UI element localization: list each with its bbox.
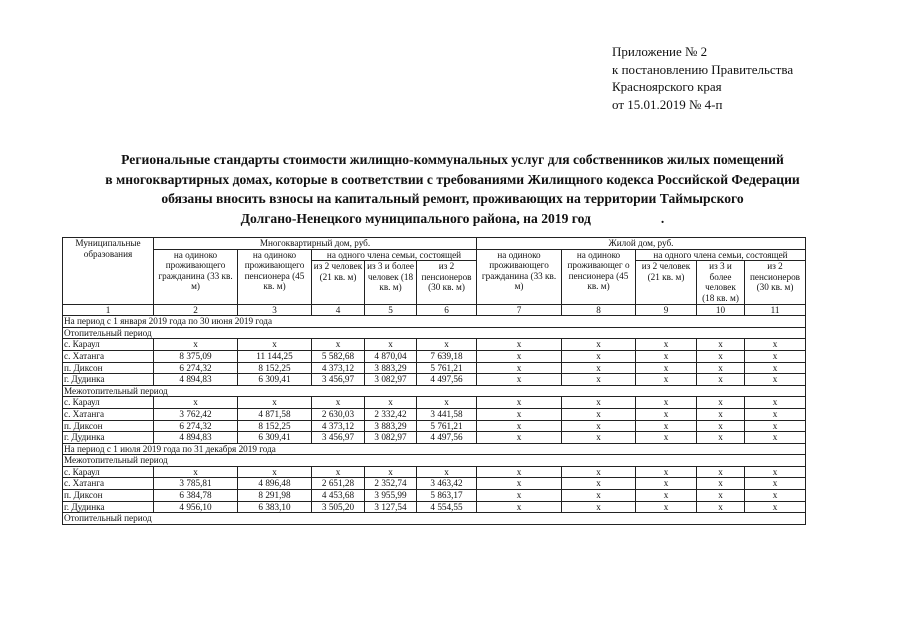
header-single-citizen: на одиноко проживающего гражданина (33 кв. м) [154,249,238,304]
table-cell: х [745,490,806,502]
table-cell: х [238,397,312,409]
row-name: с. Хатанга [63,408,154,420]
table-cell: х [477,432,562,444]
table-cell: 4 554,55 [417,501,477,513]
table-cell: х [636,432,697,444]
table-cell: х [477,490,562,502]
row-name: с. Хатанга [63,350,154,362]
section-row [63,327,806,339]
table-row [63,420,806,432]
column-number-row [63,304,806,316]
column-number: 2 [154,304,238,316]
table-cell: 4 453,68 [312,490,365,502]
header-family-group: на одного члена семьи, состоящей [312,249,477,261]
document-title [40,150,865,228]
table-cell: 3 127,54 [365,501,417,513]
header-of-3-more-house: из 3 и более человек (18 кв. м) [697,261,745,304]
table-cell: 6 274,32 [154,362,238,374]
row-name: п. Диксон [63,420,154,432]
table-row [63,408,806,420]
column-number: 6 [417,304,477,316]
column-number: 5 [365,304,417,316]
header-single-pensioner-house: на одиноко проживающег о пенсионера (45 кв. м) [562,249,636,304]
table-cell: 8 291,98 [238,490,312,502]
table-cell: х [697,408,745,420]
table-row [63,374,806,386]
period-row [63,443,806,455]
table-cell: х [562,374,636,386]
title-line: в многоквартирных домах, которые в соответствии с требованиями Жилищного кодекса Российской Федерации [105,171,800,187]
table-cell: х [562,432,636,444]
table-cell: х [477,408,562,420]
table-cell: 7 639,18 [417,350,477,362]
table-row [63,490,806,502]
title-line-text: Долгано-Ненецкого муниципального района, на 2019 год [240,210,591,226]
table-row [63,350,806,362]
appendix-block [612,43,793,113]
column-number: 10 [697,304,745,316]
header-single-pensioner: на одиноко проживающего пенсионера (45 кв. м) [238,249,312,304]
table-cell: 3 082,97 [365,374,417,386]
table-cell: 3 456,97 [312,374,365,386]
table-cell: 8 152,25 [238,362,312,374]
table-cell: х [745,339,806,351]
period-label: На период с 1 июля 2019 года по 31 декабря 2019 года [63,443,806,455]
table-cell: х [745,397,806,409]
table-cell: 5 761,21 [417,362,477,374]
table-row [63,501,806,513]
table-cell: х [477,397,562,409]
table-cell: 5 761,21 [417,420,477,432]
title-trailing-dot: . [660,210,665,226]
column-number: 4 [312,304,365,316]
table-cell: 3 456,97 [312,432,365,444]
table-cell: х [154,397,238,409]
appendix-line: к постановлению Правительства [612,61,794,77]
table-cell: 6 384,78 [154,490,238,502]
header-apartment-group: Многоквартирный дом, руб. [154,238,477,250]
row-name: с. Хатанга [63,478,154,490]
section-row [63,385,806,397]
table-cell: х [312,466,365,478]
column-number: 8 [562,304,636,316]
table-cell: х [477,466,562,478]
row-name: с. Караул [63,339,154,351]
table-cell: 3 082,97 [365,432,417,444]
section-label: Отопительный период [63,513,806,525]
table-cell: 4 497,56 [417,374,477,386]
table-cell: х [636,397,697,409]
table-cell: х [562,501,636,513]
table-cell: х [477,339,562,351]
table-cell: х [697,397,745,409]
table-cell: х [697,432,745,444]
column-number: 7 [477,304,562,316]
table-cell: х [562,490,636,502]
section-label: Межотопительный период [63,455,806,467]
table-cell: 6 309,41 [238,432,312,444]
section-row [63,513,806,525]
table-cell: х [477,420,562,432]
period-row [63,316,806,328]
appendix-line: от 15.01.2019 № 4-п [612,96,723,112]
title-line: обязаны вносить взносы на капитальный ремонт, проживающих на территории Таймырского [161,191,744,206]
table-cell: 2 651,28 [312,478,365,490]
table-cell: 3 762,42 [154,408,238,420]
table-cell: х [636,501,697,513]
period-label: На период с 1 января 2019 года по 30 июня 2019 года [63,316,806,328]
table-cell: 3 505,20 [312,501,365,513]
table-cell: х [636,374,697,386]
column-number: 11 [745,304,806,316]
table-cell: х [745,466,806,478]
table-cell: 4 894,83 [154,374,238,386]
table-cell: х [562,466,636,478]
header-of-2-pensioners: из 2 пенсионеров (30 кв. м) [417,261,477,304]
row-name: п. Диксон [63,490,154,502]
table-cell: 4 871,58 [238,408,312,420]
table-cell: х [477,478,562,490]
section-label: Межотопительный период [63,385,806,397]
table-cell: х [745,478,806,490]
appendix-line: Приложение № 2 [612,44,708,59]
table-cell: х [562,478,636,490]
table-cell: 3 955,99 [365,490,417,502]
table-cell: х [697,501,745,513]
row-name: с. Караул [63,466,154,478]
table-cell: 4 497,56 [417,432,477,444]
header-house-group: Жилой дом, руб. [477,238,806,250]
table-cell: х [745,362,806,374]
table-cell: х [477,350,562,362]
table-cell: 3 883,29 [365,420,417,432]
column-number: 1 [63,304,154,316]
table-cell: х [562,397,636,409]
table-cell: 11 144,25 [238,350,312,362]
table-cell: 3 785,81 [154,478,238,490]
table-cell: х [745,420,806,432]
header-family-group-house: на одного члена семьи, состоящей [636,249,806,261]
table-cell: х [477,374,562,386]
table-cell: 5 582,68 [312,350,365,362]
table-cell: х [745,408,806,420]
table-cell: 6 383,10 [238,501,312,513]
table-cell: х [562,339,636,351]
table-cell: х [697,362,745,374]
table-cell: 3 883,29 [365,362,417,374]
title-line [40,209,865,229]
table-cell: 6 274,32 [154,420,238,432]
table-cell: х [697,374,745,386]
table-cell: 4 894,83 [154,432,238,444]
table-cell: х [697,350,745,362]
table-cell: х [154,339,238,351]
row-name: г. Дудинка [63,432,154,444]
standards-table [62,237,806,525]
section-label: Отопительный период [63,327,806,339]
table-cell: х [745,501,806,513]
table-cell: х [745,374,806,386]
table-cell: 8 375,09 [154,350,238,362]
row-name: п. Диксон [63,362,154,374]
table-cell: 8 152,25 [238,420,312,432]
header-of-3-more: из 3 и более человек (18 кв. м) [365,261,417,304]
table-cell: 4 373,12 [312,420,365,432]
table-cell: х [312,397,365,409]
table-cell: х [365,466,417,478]
section-row [63,455,806,467]
table-cell: х [745,432,806,444]
table-cell: 2 352,74 [365,478,417,490]
table-cell: х [697,478,745,490]
table-cell: х [562,362,636,374]
table-cell: х [636,490,697,502]
table-cell: х [417,466,477,478]
column-number: 9 [636,304,697,316]
table-cell: х [697,490,745,502]
table-cell: х [312,339,365,351]
table-cell: х [562,420,636,432]
table-cell: х [477,362,562,374]
table-cell: х [238,339,312,351]
table-cell: х [154,466,238,478]
table-row [63,466,806,478]
table-row [63,432,806,444]
table-cell: х [562,408,636,420]
table-cell: х [636,362,697,374]
header-of-2-pensioners-house: из 2 пенсионеров (30 кв. м) [745,261,806,304]
header-of-2-people-house: из 2 человек (21 кв. м) [636,261,697,304]
header-single-citizen-house: на одиноко проживающего гражданина (33 кв. м) [477,249,562,304]
table-cell: 4 956,10 [154,501,238,513]
row-name: г. Дудинка [63,501,154,513]
table-row [63,362,806,374]
table-cell: 4 373,12 [312,362,365,374]
table-cell: 4 896,48 [238,478,312,490]
table-cell: 3 463,42 [417,478,477,490]
table-cell: 5 863,17 [417,490,477,502]
row-name: с. Караул [63,397,154,409]
header-of-2-people: из 2 человек (21 кв. м) [312,261,365,304]
table-cell: х [417,397,477,409]
table-cell: х [636,408,697,420]
table-cell: х [417,339,477,351]
table-cell: х [697,339,745,351]
title-line: Региональные стандарты стоимости жилищно-коммунальных услуг для собственников жилых помещений [121,152,784,167]
column-number: 3 [238,304,312,316]
row-name: г. Дудинка [63,374,154,386]
table-cell: х [697,466,745,478]
table-cell: х [562,350,636,362]
appendix-line: Красноярского края [612,79,722,94]
table-cell: х [477,501,562,513]
table-cell: х [238,466,312,478]
table-cell: х [697,420,745,432]
table-cell: 3 441,58 [417,408,477,420]
table-cell: 6 309,41 [238,374,312,386]
table-cell: х [745,350,806,362]
table-row [63,339,806,351]
table-cell: 4 870,04 [365,350,417,362]
header-municipal: Муниципальные образования [63,238,154,305]
table-cell: х [636,339,697,351]
table-cell: 2 332,42 [365,408,417,420]
table-cell: х [636,420,697,432]
table-cell: х [365,339,417,351]
table-cell: 2 630,03 [312,408,365,420]
table-cell: х [365,397,417,409]
table-row [63,397,806,409]
table-cell: х [636,478,697,490]
table-row [63,478,806,490]
table-cell: х [636,466,697,478]
table-cell: х [636,350,697,362]
